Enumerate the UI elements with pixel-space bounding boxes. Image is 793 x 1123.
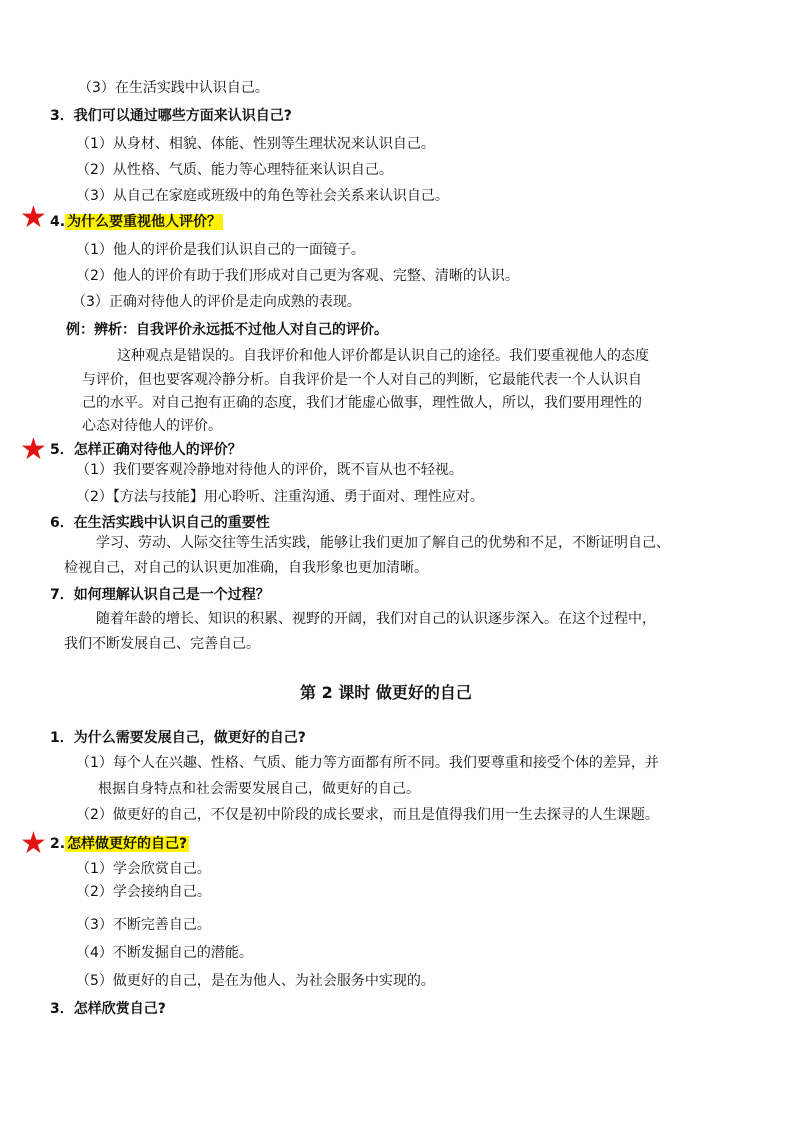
question-heading: 3．怎样欣赏自己? xyxy=(50,1001,166,1017)
answer-line: （2）做更好的自己，不仅是初中阶段的成长要求，而且是值得我们用一生去探寻的人生课题。 xyxy=(76,807,659,823)
section-title: 第 2 课时 做更好的自己 xyxy=(300,683,472,702)
red-star-icon: ★ xyxy=(20,200,47,235)
question-heading: 3．我们可以通过哪些方面来认识自己? xyxy=(50,108,292,124)
answer-line: （2）【方法与技能】用心聆听、注重沟通、勇于面对、理性应对。 xyxy=(76,489,484,505)
answer-line: （1）从身材、相貌、体能、性别等生理状况来认识自己。 xyxy=(76,136,435,152)
answer-line: （2）从性格、气质、能力等心理特征来认识自己。 xyxy=(76,162,393,178)
answer-line: （1）每个人在兴趣、性格、气质、能力等方面都有所不同。我们要尊重和接受个体的差异，并 xyxy=(76,755,659,771)
answer-line: （2）他人的评价有助于我们形成对自己更为客观、完整、清晰的认识。 xyxy=(76,268,519,284)
example-heading: 例：辨析：自我评价永远抵不过他人对自己的评价。 xyxy=(66,322,388,338)
question-heading xyxy=(50,212,223,232)
question-heading: 6．在生活实践中认识自己的重要性 xyxy=(50,515,270,531)
answer-line: （5）做更好的自己，是在为他人、为社会服务中实现的。 xyxy=(76,973,435,989)
answer-line: （3）不断完善自己。 xyxy=(76,917,211,933)
paragraph-text: 学习、劳动、人际交往等生活实践，能够让我们更加了解自己的优势和不足，不断证明自己、 xyxy=(96,535,670,551)
answer-line: （3）从自己在家庭或班级中的角色等社会关系来认识自己。 xyxy=(76,188,449,204)
answer-line: （1）我们要客观冷静地对待他人的评价，既不盲从也不轻视。 xyxy=(76,462,463,478)
question-heading xyxy=(50,834,189,854)
example-text: 己的水平。对自己抱有正确的态度，我们才能虚心做事，理性做人，所以，我们要用理性的 xyxy=(82,395,642,411)
red-star-icon: ★ xyxy=(20,432,47,467)
answer-line: （2）学会接纳自己。 xyxy=(76,884,211,900)
example-text: 与评价，但也要客观冷静分析。自我评价是一个人对自己的判断，它最能代表一个人认识自 xyxy=(82,372,642,388)
answer-line: （3）正确对待他人的评价是走向成熟的表现。 xyxy=(72,294,361,310)
question-number: 4. xyxy=(50,214,66,230)
question-heading: 7．如何理解认识自己是一个过程？ xyxy=(50,587,270,603)
answer-line: （1）学会欣赏自己。 xyxy=(76,861,211,877)
question-number: 2. xyxy=(50,836,66,852)
answer-line: （3）在生活实践中认识自己。 xyxy=(78,80,269,96)
example-text: 心态对待他人的评价。 xyxy=(82,418,222,434)
answer-line: 根据自身特点和社会需要发展自己，做更好的自己。 xyxy=(98,781,420,797)
paragraph-text: 我们不断发展自己、完善自己。 xyxy=(64,636,260,652)
example-text: 这种观点是错误的。自我评价和他人评价都是认识自己的途径。我们要重视他人的态度 xyxy=(117,348,649,364)
highlighted-question: 怎样做更好的自己? xyxy=(67,836,188,852)
red-star-icon: ★ xyxy=(20,826,47,861)
paragraph-text: 检视自己，对自己的认识更加准确，自我形象也更加清晰。 xyxy=(64,560,428,576)
question-heading: 1．为什么需要发展自己，做更好的自己? xyxy=(50,730,306,746)
answer-line: （4）不断发掘自己的潜能。 xyxy=(76,945,253,961)
paragraph-text: 随着年龄的增长、知识的积累、视野的开阔，我们对自己的认识逐步深入。在这个过程中， xyxy=(96,611,656,627)
highlighted-question: 为什么要重视他人评价？ xyxy=(67,214,222,230)
answer-line: （1）他人的评价是我们认识自己的一面镜子。 xyxy=(76,242,365,258)
question-heading: 5．怎样正确对待他人的评价？ xyxy=(50,442,242,458)
